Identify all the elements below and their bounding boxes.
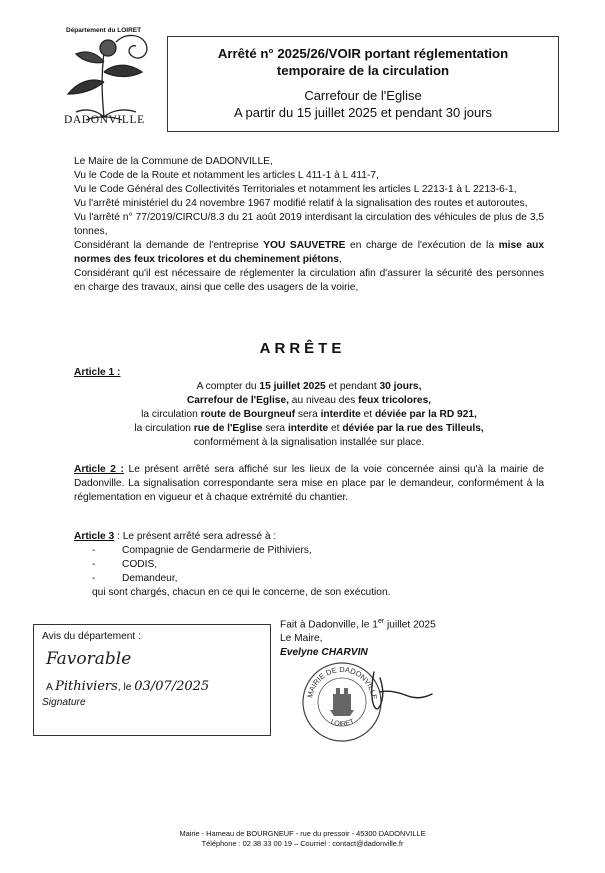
demande-text-2: en charge de l'exécution de la xyxy=(350,240,494,251)
recipient-gendarmerie: - Compagnie de Gendarmerie de Pithiviers, xyxy=(74,544,544,558)
title-line-1: Arrêté n° 2025/26/VOIR portant réglementation xyxy=(217,46,509,61)
avis-label: Avis du département : xyxy=(42,631,141,642)
subtitle-line-2: A partir du 15 juillet 2025 et pendant 30 jours xyxy=(233,105,492,120)
preamble-mayor: Le Maire de la Commune de DADONVILLE, xyxy=(74,156,273,167)
recipient-codis: - CODIS, xyxy=(74,558,544,572)
signature-mayor-name: Evelyne CHARVIN xyxy=(280,647,368,659)
avis-place: Pithiviers xyxy=(55,679,118,694)
preamble-arrete-1967: Vu l'arrêté ministériel du 24 novembre 1967 modifié relatif à la signalisation des routes et autoroutes, xyxy=(74,198,528,209)
avis-departement-box xyxy=(33,624,271,736)
avis-date: 03/07/2025 xyxy=(134,679,210,694)
decree-subtitle xyxy=(168,87,558,121)
article-1-line-4: la circulation rue de l'Eglise sera interdite et déviée par la rue des Tilleuls, xyxy=(134,423,484,434)
mayor-handwritten-signature xyxy=(368,662,438,722)
avis-handwritten-favorable: Favorable xyxy=(46,649,132,669)
article-2-text: Le présent arrêté sera affiché sur les lieux de la voie concernée ainsi qu'à la mairie de Dadonville. La signalisation correspondante sera mise en place par le demandeur, conformément à la réglementation en vigueur et à chaque extrémité du chantier. xyxy=(74,464,544,503)
article-1-text xyxy=(74,380,544,450)
article-2-title: Article 2 : xyxy=(74,464,124,475)
preamble-considerant: Considérant qu'il est nécessaire de réglementer la circulation afin d'assurer la sécurité des personnes en charge des travaux, ainsi que celle des usagers de la voirie, xyxy=(74,268,544,293)
recipient-list xyxy=(74,544,544,586)
preamble-demande: Considérant la demande de l'entreprise YOU SAUVETRE en charge de l'exécution de la mise aux normes des feux tricolores et du cheminement piétons, xyxy=(74,240,545,265)
company-name: YOU SAUVETRE xyxy=(263,240,346,251)
article-1-line-5: conformément à la signalisation installée sur place. xyxy=(193,437,425,448)
preamble-code-route: Vu le Code de la Route et notamment les articles L 411-1 à L 411-7, xyxy=(74,170,379,181)
arrete-heading: ARRÊTE xyxy=(259,340,346,357)
article-1-title: Article 1 : xyxy=(74,367,121,378)
title-box xyxy=(167,36,559,132)
avis-signature-label: Signature xyxy=(42,697,86,708)
footer xyxy=(0,829,605,849)
article-3-intro: : Le présent arrêté sera adressé à : xyxy=(114,531,277,542)
demande-text-1: Considérant la demande de l'entreprise xyxy=(74,240,259,251)
seal-text-bottom: LOIRET xyxy=(329,718,356,729)
subtitle-line-1: Carrefour de l'Eglise xyxy=(304,88,422,103)
decree-title xyxy=(168,45,558,79)
article-3-closing: qui sont chargés, chacun en ce qui le concerne, de son exécution. xyxy=(92,587,391,598)
svg-text:LOIRET xyxy=(329,718,356,728)
article-2 xyxy=(74,463,544,505)
title-line-2: temporaire de la circulation xyxy=(276,63,450,78)
recipient-demandeur: - Demandeur, xyxy=(74,572,544,586)
signature-date-line: Fait à Dadonville, le 1er juillet 2025 xyxy=(280,618,436,631)
town-name: DADONVILLE xyxy=(64,114,145,126)
preamble-arrete-2019: Vu l'arrêté n° 77/2019/CIRCU/8.3 du 21 août 2019 interdisant la circulation des véhicules de plus de 3,5 tonnes, xyxy=(74,212,544,237)
article-3 xyxy=(74,530,544,600)
signature-block xyxy=(280,615,436,660)
footer-address: Mairie - Hameau de BOURGNEUF - rue du pressoir - 45300 DADONVILLE xyxy=(179,829,426,838)
article-1-line-3: la circulation route de Bourgneuf sera interdite et déviée par la RD 921, xyxy=(141,409,477,420)
works-description: mise aux normes des feux tricolores et du cheminement piétons xyxy=(74,240,545,265)
signature-mayor-title: Le Maire, xyxy=(280,633,323,645)
footer-contact: Téléphone : 02 38 33 00 19 – Courriel : contact@dadonville.fr xyxy=(201,839,404,848)
preamble-cgct: Vu le Code Général des Collectivités Territoriales et notamment les articles L 2213-1 à L 2213-6-1, xyxy=(74,184,517,195)
article-1-line-2: Carrefour de l'Eglise, au niveau des feux tricolores, xyxy=(186,395,432,406)
article-1-line-1: A compter du 15 juillet 2025 et pendant 30 jours, xyxy=(196,381,422,392)
avis-place-date: A Pithiviers, le 03/07/2025 xyxy=(46,679,210,694)
seal-text-top: MAIRIE DE DADONVILLE xyxy=(305,664,379,701)
preamble xyxy=(74,155,544,295)
article-3-title: Article 3 xyxy=(74,531,115,542)
department-label: Département du LOIRET xyxy=(66,27,142,34)
article-1 xyxy=(74,366,544,450)
